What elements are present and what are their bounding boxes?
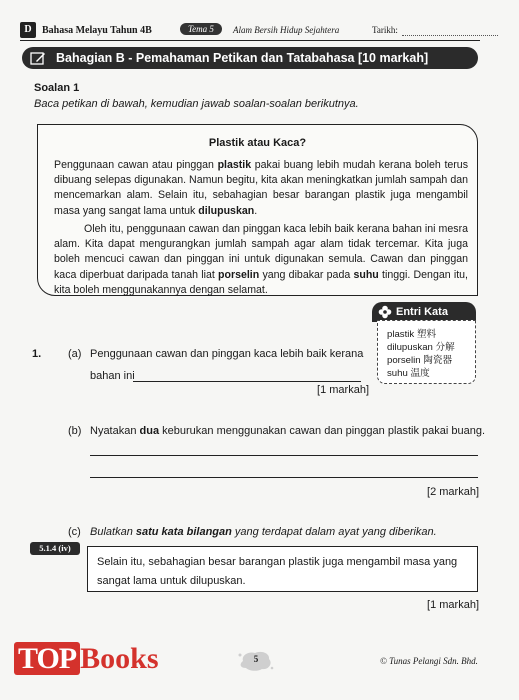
question-label: Soalan 1	[34, 82, 80, 94]
glossary-item: suhu 温度	[387, 368, 430, 379]
answer-line-b1[interactable]	[90, 455, 478, 456]
mark-a: [1 markah]	[317, 384, 369, 396]
theme-badge: Tema 5	[180, 23, 222, 35]
topbooks-watermark: TOP Books	[14, 641, 159, 677]
answer-line-b2[interactable]	[90, 477, 478, 478]
part-a-label: (a)	[68, 348, 82, 360]
glossary-title: Entri Kata	[396, 306, 448, 318]
glossary-item: plastik 塑料	[387, 329, 437, 340]
section-banner	[22, 47, 478, 69]
book-title: Bahasa Melayu Tahun 4B	[42, 25, 152, 36]
section-title: Bahagian B - Pemahaman Petikan dan Tatabahasa [10 markah]	[56, 51, 429, 65]
glossary-box	[377, 320, 476, 384]
part-c-label: (c)	[68, 526, 81, 538]
pencil-book-icon	[30, 50, 46, 66]
date-label: Tarikh:	[372, 25, 398, 35]
flower-icon	[378, 305, 392, 319]
passage-paragraph-2: Oleh itu, penggunaan cawan dan pinggan kaca lebih baik kerana bahan ini mesra alam. Kita dapat mengurangkan jumlah sampah agar alam tidak tercemar. Kita juga boleh mencuci cawan dan pinggan ini untuk digunakan semula. Cawan dan pinggan kaca diperbuat daripada tanah liat porselin yang dibakar pada suhu tinggi. Dengan itu, kita boleh menggunakannya dengan selamat.	[54, 223, 468, 296]
copyright-text: © Tunas Pelangi Sdn. Bhd.	[380, 656, 478, 666]
page-number-badge	[237, 649, 275, 673]
glossary-item: porselin 陶瓷器	[387, 355, 453, 366]
page-header	[20, 22, 500, 40]
question-number: 1.	[32, 348, 42, 360]
passage-title: Plastik atau Kaca?	[208, 137, 307, 149]
skill-code-badge: 5.1.4 (iv)	[30, 542, 80, 555]
publisher-logo: D	[20, 22, 36, 38]
glossary-tab	[372, 302, 476, 322]
theme-title: Alam Bersih Hidup Sejahtera	[233, 25, 340, 35]
part-c-text: Bulatkan satu kata bilangan yang terdapat dalam ayat yang diberikan.	[90, 526, 437, 538]
part-b-label: (b)	[68, 425, 82, 437]
sentence-box[interactable]: Selain itu, sebahagian besar barangan plastik juga mengambil masa yang sangat lama untuk dilupuskan.	[87, 546, 478, 592]
page-number: 5	[253, 654, 259, 664]
part-a-text: Penggunaan cawan dan pinggan kaca lebih baik kerana	[90, 348, 364, 360]
mark-b: [2 markah]	[427, 486, 479, 498]
answer-line-a[interactable]	[133, 381, 361, 382]
passage-paragraph-1: Penggunaan cawan atau pinggan plastik pakai buang lebih mudah kerana boleh terus dibuang selepas digunakan. Namun begitu, kita akan meningkatkan jumlah sampah dan mencemarkan alam. Selain itu, sebahagian besar barangan plastik juga mengambil masa yang sangat lama untuk dilupuskan.	[54, 159, 468, 217]
glossary-item: dilupuskan 分解	[387, 342, 455, 353]
part-b-text: Nyatakan dua keburukan menggunakan cawan dan pinggan plastik pakai buang.	[90, 425, 486, 437]
instruction-text: Baca petikan di bawah, kemudian jawab soalan-soalan berikutnya.	[34, 98, 359, 110]
header-divider	[20, 40, 480, 41]
passage-box	[37, 124, 478, 296]
mark-c: [1 markah]	[427, 599, 479, 611]
part-a-text-continued: bahan ini	[90, 370, 135, 382]
date-blank[interactable]	[402, 35, 498, 36]
